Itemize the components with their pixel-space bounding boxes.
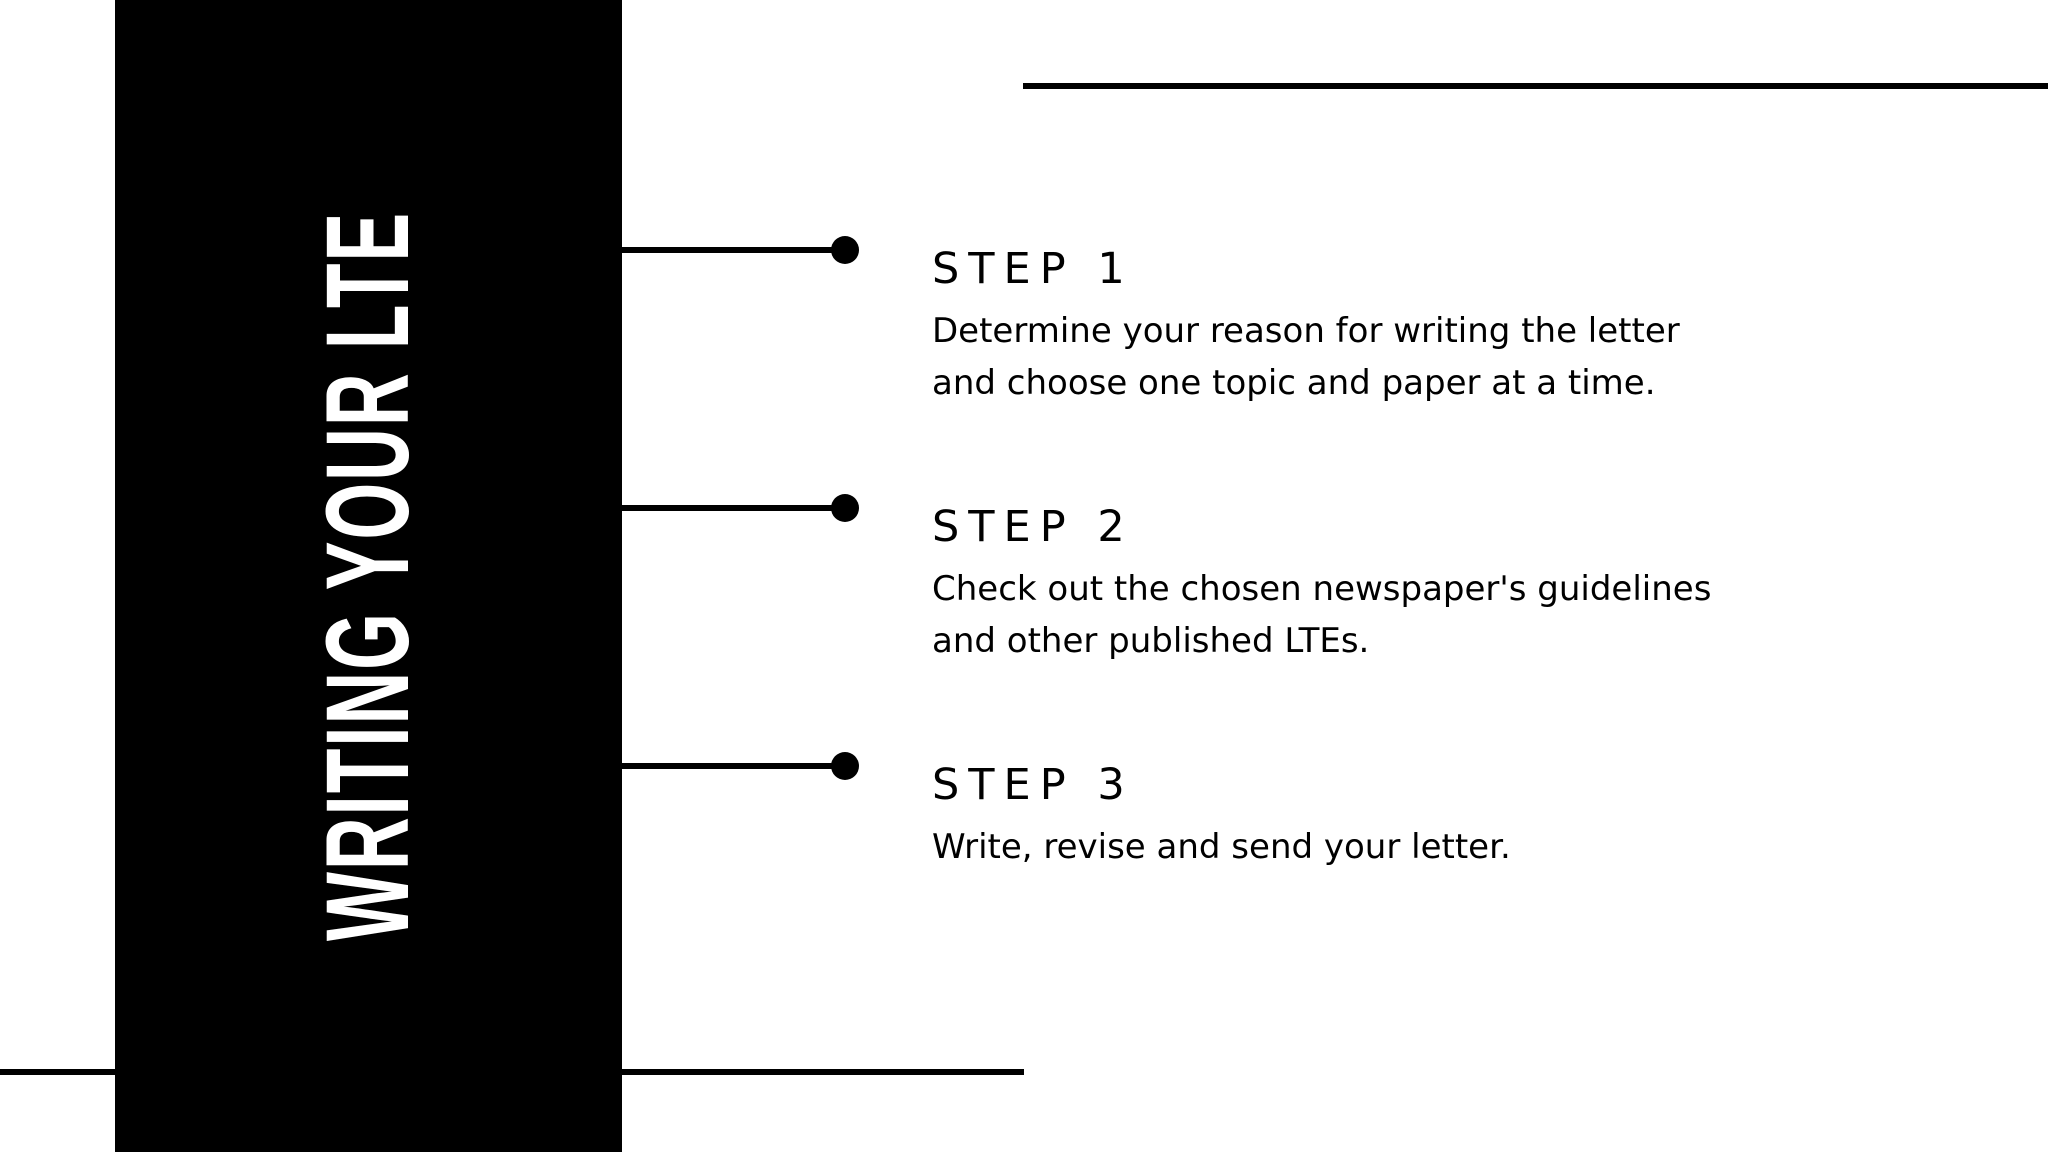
step-3-heading: STEP 3 — [932, 760, 1134, 810]
bottom-divider-line-left — [0, 1069, 115, 1075]
step-3 — [932, 760, 1932, 873]
step-1-body-line-2: and choose one topic and paper at a time. — [932, 363, 1656, 403]
step-1-dot — [831, 236, 859, 264]
step-3-dot — [831, 752, 859, 780]
step-2-connector-line — [622, 505, 844, 511]
slide-title-text: WRITING YOUR LTE — [302, 210, 434, 942]
step-1-body-line-1: Determine your reason for writing the letter — [932, 311, 1680, 351]
slide-title — [300, 0, 436, 1165]
step-2-body-line-1: Check out the chosen newspaper's guidelines — [932, 569, 1712, 609]
step-1-connector-line — [622, 247, 844, 253]
bottom-divider-line-right — [622, 1069, 1024, 1075]
step-2 — [932, 502, 1932, 667]
step-3-connector-line — [622, 763, 844, 769]
step-1-heading: STEP 1 — [932, 244, 1134, 294]
step-1 — [932, 244, 1932, 409]
step-3-body — [932, 821, 1932, 873]
step-2-body-line-2: and other published LTEs. — [932, 621, 1370, 661]
step-2-body — [932, 563, 1932, 667]
step-3-body-line-1: Write, revise and send your letter. — [932, 827, 1511, 867]
step-2-dot — [831, 494, 859, 522]
step-1-body — [932, 305, 1932, 409]
step-2-heading: STEP 2 — [932, 502, 1134, 552]
top-divider-line — [1023, 83, 2048, 89]
